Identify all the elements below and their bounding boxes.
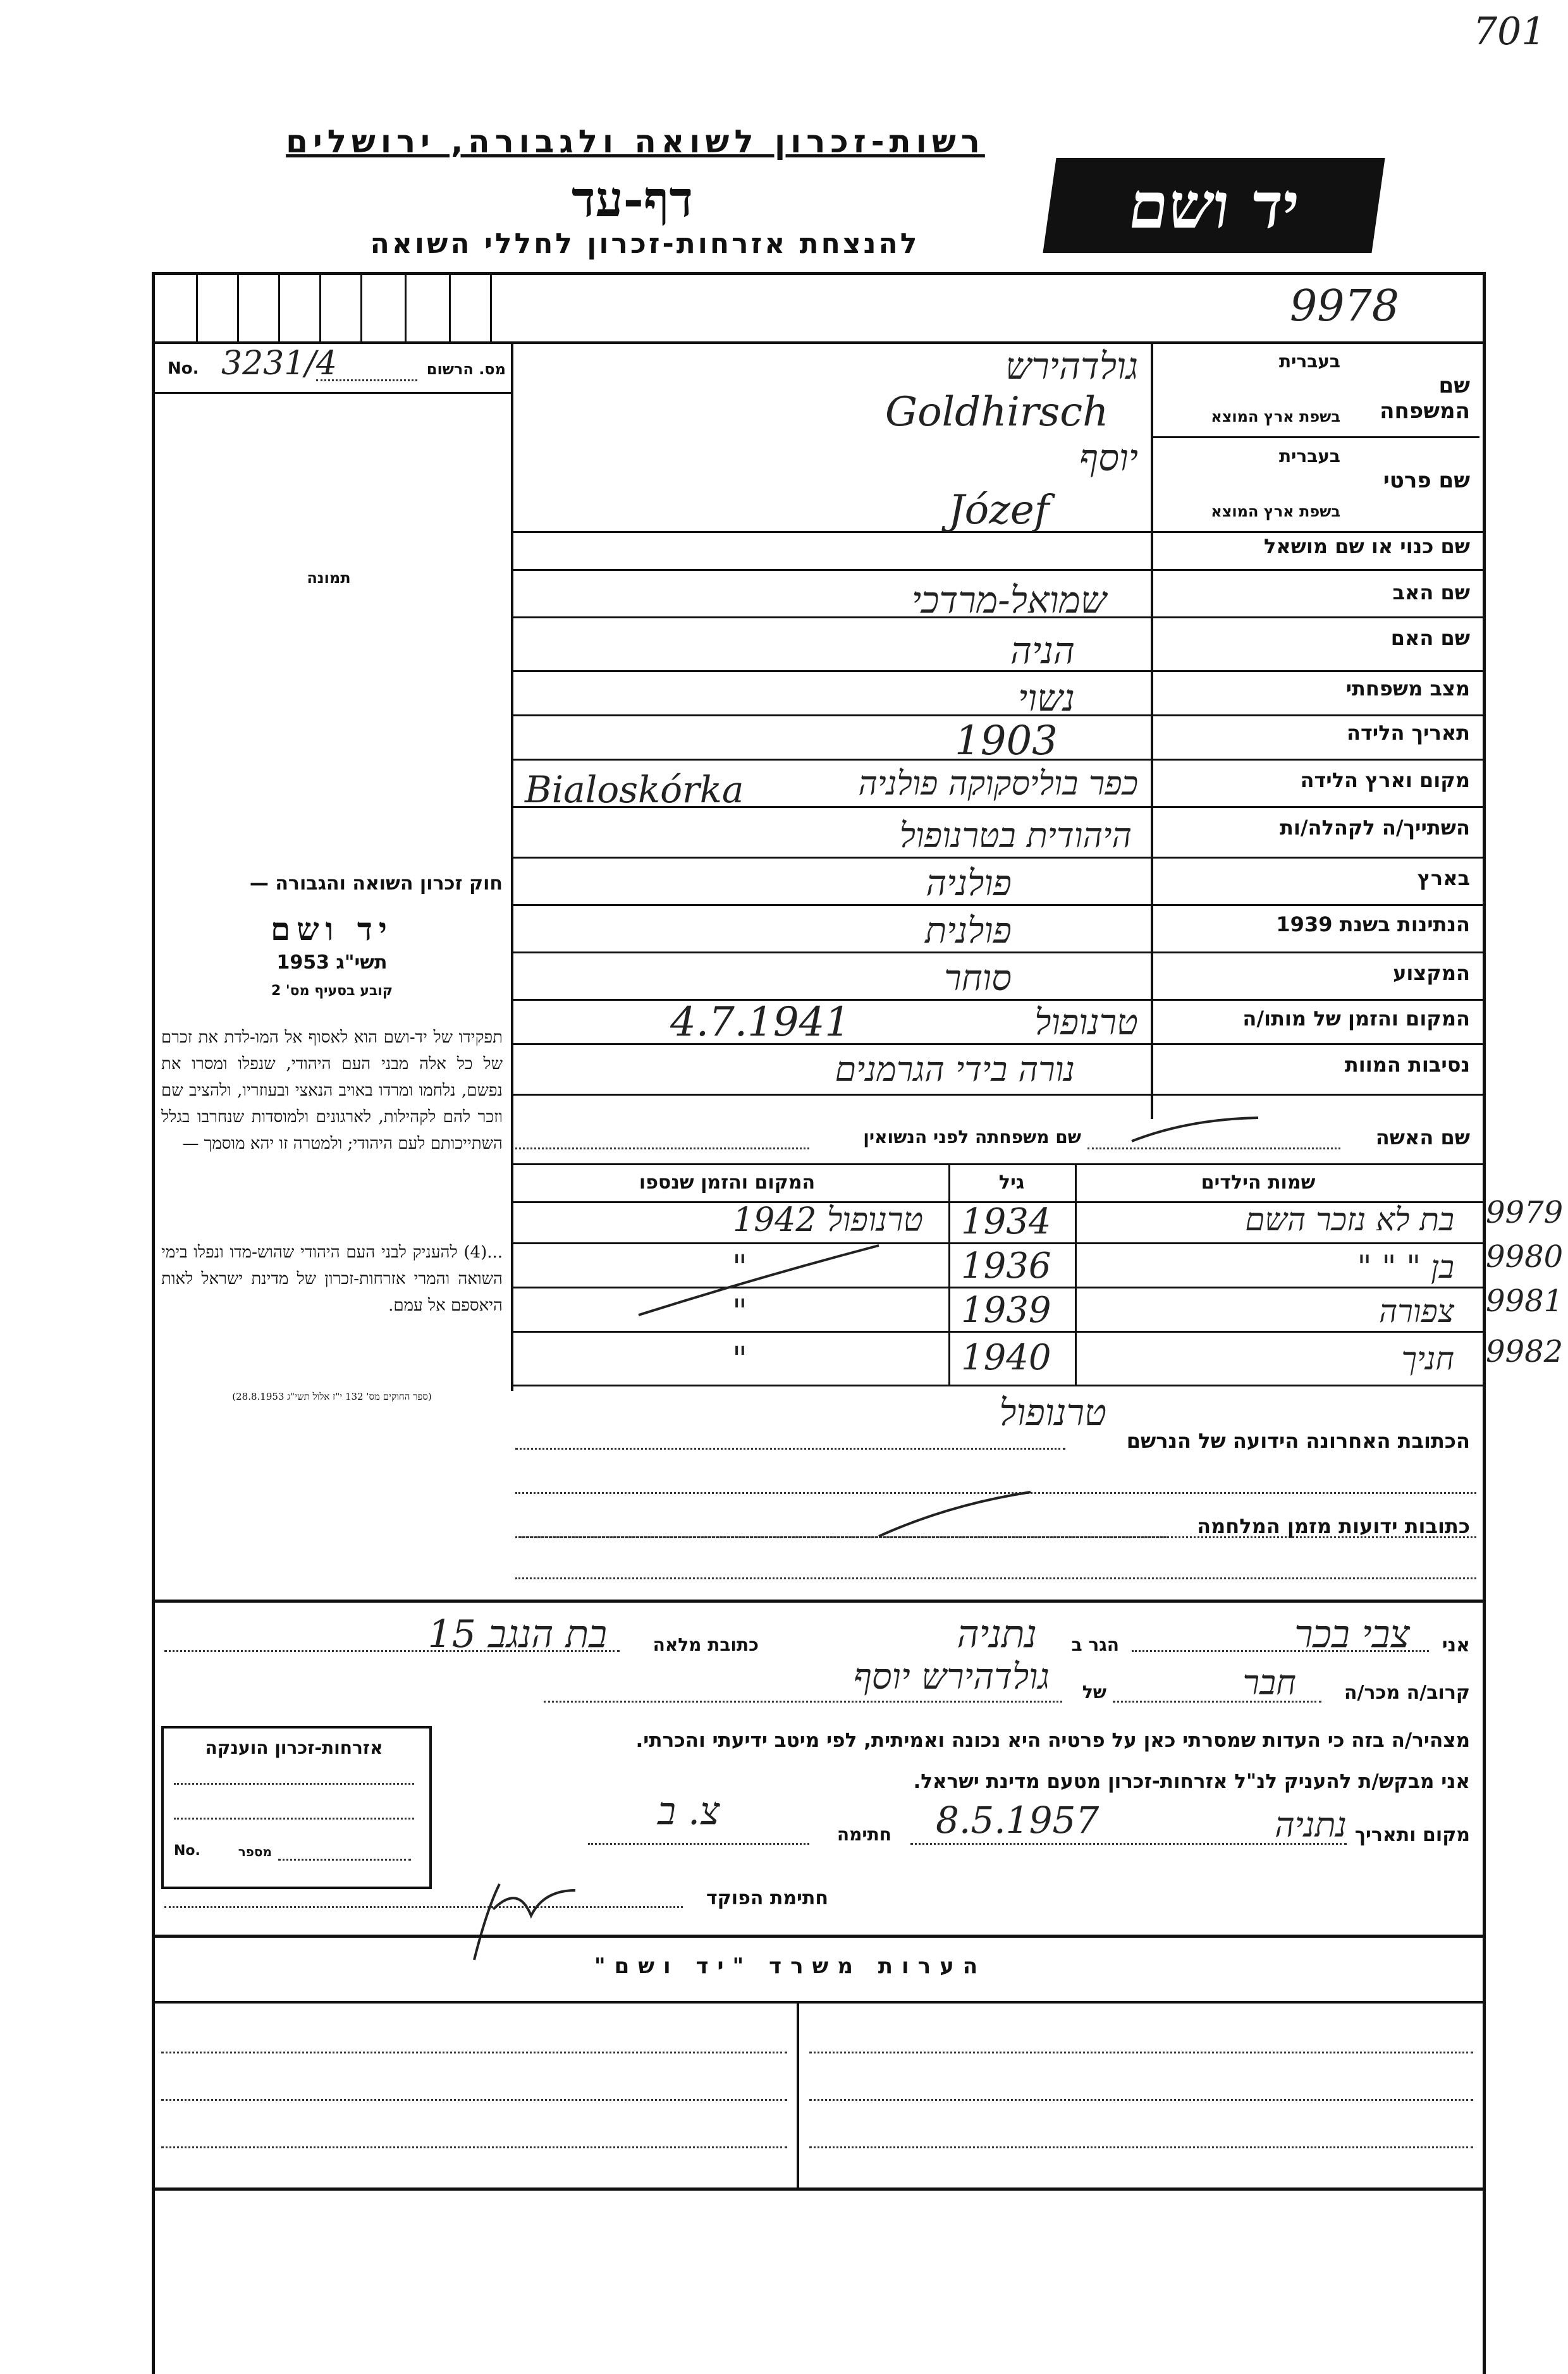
country-label: בארץ <box>1417 866 1470 890</box>
officer-signature-label: חתימת הפוקד <box>706 1887 828 1909</box>
child-name-3: צפורה <box>1378 1293 1454 1330</box>
surname-label: שם המשפחה <box>1380 373 1470 424</box>
death-date-value: 4.7.1941 <box>670 999 850 1046</box>
citizenship-value: פולנית <box>925 910 1012 951</box>
law-text-1: תפקידו של יד-ושם הוא לאסוף אל המו-לדת את זכרם של כל אלה מבני העם היהודי, שנפלו ומסרו את נפשם, נלחמו ומרדו באויב הנאצי ובעוזריו, ולהציב שם וזכר להם לקהילות, לארגונים ולמוסדות שנחרבו בגלל השתייכותם לעם היהודי; ולמטרה זו יהא מוסמך — <box>161 1028 503 1153</box>
margin-number-1: 9979 <box>1486 1195 1564 1230</box>
declaration-statement: מצהיר/ה בזה כי העדות שמסרתי כאן על פרטיה היא נכונה ואמיתית, לפי מיטב ידיעתי והכרתי. <box>635 1729 1470 1752</box>
office-notes-title: הערות משרד "יד ושם" <box>594 1954 987 1979</box>
place-date-label: מקום ותאריך <box>1354 1824 1470 1846</box>
margin-number-4: 9982 <box>1486 1334 1564 1369</box>
children-header-names: שמות הילדים <box>1201 1172 1316 1194</box>
declarant-name: צבי בכר <box>1294 1612 1410 1656</box>
father-name-value: שמואל-מרדכי <box>911 578 1106 621</box>
death-circumstances-value: נורה בידי הגרמנים <box>835 1049 1075 1089</box>
surname-latin-value: Goldhirsch <box>885 389 1109 436</box>
child-name-4: חניך <box>1401 1340 1454 1377</box>
child-age-4: 1940 <box>961 1337 1051 1378</box>
law-clause: קובע בסעיף מס' 2 <box>271 983 393 999</box>
firstname-sub1: בעברית <box>1278 446 1340 467</box>
law-title: חוק זכרון השואה והגבורה — <box>249 872 503 895</box>
children-header-place: המקום והזמן שנספו <box>639 1172 816 1194</box>
profession-label: המקצוע <box>1393 961 1470 985</box>
full-address-label: כתובת מלאה <box>652 1634 759 1655</box>
citizenship-box-title: אזרחות-זכרון הוענקה <box>205 1737 383 1758</box>
citizenship-no-label: No. <box>174 1843 200 1859</box>
marital-status-value: נשוי <box>1018 676 1075 719</box>
community-label: השתייך/ה לקהלה/ות <box>1279 816 1470 840</box>
officer-signature-stroke <box>455 1871 582 1966</box>
community-value: היהודית בטרנופול <box>899 816 1132 855</box>
nickname-label: שם כנוי או שם מושאל <box>1263 534 1470 558</box>
margin-number-2: 9980 <box>1486 1239 1564 1275</box>
firstname-latin-value: Józef <box>948 487 1050 534</box>
mother-name-label: שם האם <box>1390 626 1470 650</box>
surname-sub1: בעברית <box>1278 351 1340 372</box>
photo-label: תמונה <box>307 569 351 587</box>
children-header-age: גיל <box>998 1172 1025 1194</box>
death-place-value: טרנופול <box>1034 1002 1138 1043</box>
citizenship-label: הנתינות בשנת 1939 <box>1276 912 1470 936</box>
war-address-dash-stroke <box>873 1486 1037 1543</box>
marital-status-label: מצב משפחתי <box>1345 676 1470 701</box>
firstname-hebrew-value: יוסף <box>1079 436 1138 479</box>
firstname-label: שם פרטי <box>1383 468 1470 493</box>
child-place-4: " <box>732 1340 747 1378</box>
of-label: של <box>1082 1682 1106 1703</box>
corner-number: 701 <box>1473 9 1546 54</box>
form-number: 9978 <box>1290 281 1400 331</box>
child-name-1: בת לא נזכר השם <box>1245 1201 1454 1238</box>
law-text-2: ...(4) להעניק לבני העם היהודי שהוש-מדו ונפלו בימי השואה והמרי אזרחות-זכרון של מדינת ישראל לאות היאספם אל עמם. <box>161 1243 503 1315</box>
country-value: פולניה <box>926 863 1012 904</box>
form-subtitle: להנצחת אזרחות-זכרון לחללי השואה <box>370 228 920 260</box>
registration-number: 3231/4 <box>221 345 337 382</box>
registration-no-label: No. <box>168 359 199 378</box>
law-name: יד ושם <box>271 910 393 948</box>
yad-vashem-logo: יד ושם <box>1043 158 1385 253</box>
wife-dash-stroke <box>1125 1113 1265 1151</box>
surname-hebrew-value: גולדהירש <box>1005 345 1138 388</box>
declaration-request: אני מבקש/ת להעניק לנ"ל אזרחות-זכרון מטעם מדינת ישראל. <box>913 1770 1470 1793</box>
authority-title: רשות-זכרון לשואה ולגבורה, ירושלים <box>286 123 985 160</box>
birth-date-label: תאריך הלידה <box>1346 721 1470 745</box>
death-place-time-label: המקום והזמן של מותו/ה <box>1242 1007 1470 1031</box>
relative-label: קרוב/ה מכר/ה <box>1344 1682 1470 1704</box>
lives-in-label: הגר ב <box>1071 1634 1119 1655</box>
law-year: תשי"ג 1953 <box>276 951 388 974</box>
last-address-value: טרנופול <box>999 1391 1106 1434</box>
declarant-signature: צ. ב <box>658 1789 720 1833</box>
firstname-sub2: בשפת ארץ המוצא <box>1211 503 1340 520</box>
children-strike-stroke <box>632 1239 885 1321</box>
child-place-2: " <box>732 1249 747 1287</box>
law-citation: (ספר החוקים מס' 132 י"ז אלול תשי"ג 28.8.1953) <box>232 1391 432 1402</box>
father-name-label: שם האב <box>1392 580 1470 604</box>
child-age-2: 1936 <box>961 1245 1051 1287</box>
wife-label: שם האשה <box>1375 1125 1470 1149</box>
birth-date-value: 1903 <box>955 718 1058 764</box>
war-address-label: כתובות ידועות מזמן המלחמה <box>1197 1514 1470 1538</box>
of-value: גולדהירש יוסף <box>853 1656 1050 1698</box>
child-place-1: טרנופול 1942 <box>733 1201 923 1239</box>
full-address-value: בת הנגב 15 <box>427 1612 607 1656</box>
last-address-label: הכתובת האחרונה הידועה של הנרשם <box>1126 1429 1470 1453</box>
birth-place-latin-value: Bialoskórka <box>525 768 744 811</box>
surname-sub2: בשפת ארץ המוצא <box>1211 408 1340 425</box>
declarant-label: אני <box>1442 1634 1470 1656</box>
citizenship-number-label: מספר <box>238 1844 272 1859</box>
margin-number-3: 9981 <box>1486 1283 1564 1319</box>
lives-in-value: נתניה <box>957 1612 1037 1656</box>
child-age-3: 1939 <box>961 1290 1051 1331</box>
birth-place-label: מקום וארץ הלידה <box>1300 768 1470 792</box>
registration-label: מס. הרשום <box>426 360 506 378</box>
child-place-3: " <box>732 1293 747 1331</box>
birth-place-value: כפר בוליסקוקה פולניה <box>858 765 1138 803</box>
signature-label: חתימה <box>836 1824 891 1845</box>
form-title: דף-עד <box>572 171 693 228</box>
death-circumstances-label: נסיבות המוות <box>1344 1053 1470 1077</box>
place-value: נתניה <box>1275 1805 1347 1845</box>
mother-name-value: הניה <box>1010 629 1075 672</box>
child-age-1: 1934 <box>961 1201 1051 1242</box>
wife-maiden-label: שם משפחתה לפני הנשואין <box>863 1127 1081 1147</box>
child-name-2: בן " " " <box>1357 1249 1454 1285</box>
relative-value: חבר <box>1242 1663 1296 1703</box>
profession-value: סוחר <box>944 958 1012 999</box>
declaration-date-value: 8.5.1957 <box>936 1799 1099 1842</box>
